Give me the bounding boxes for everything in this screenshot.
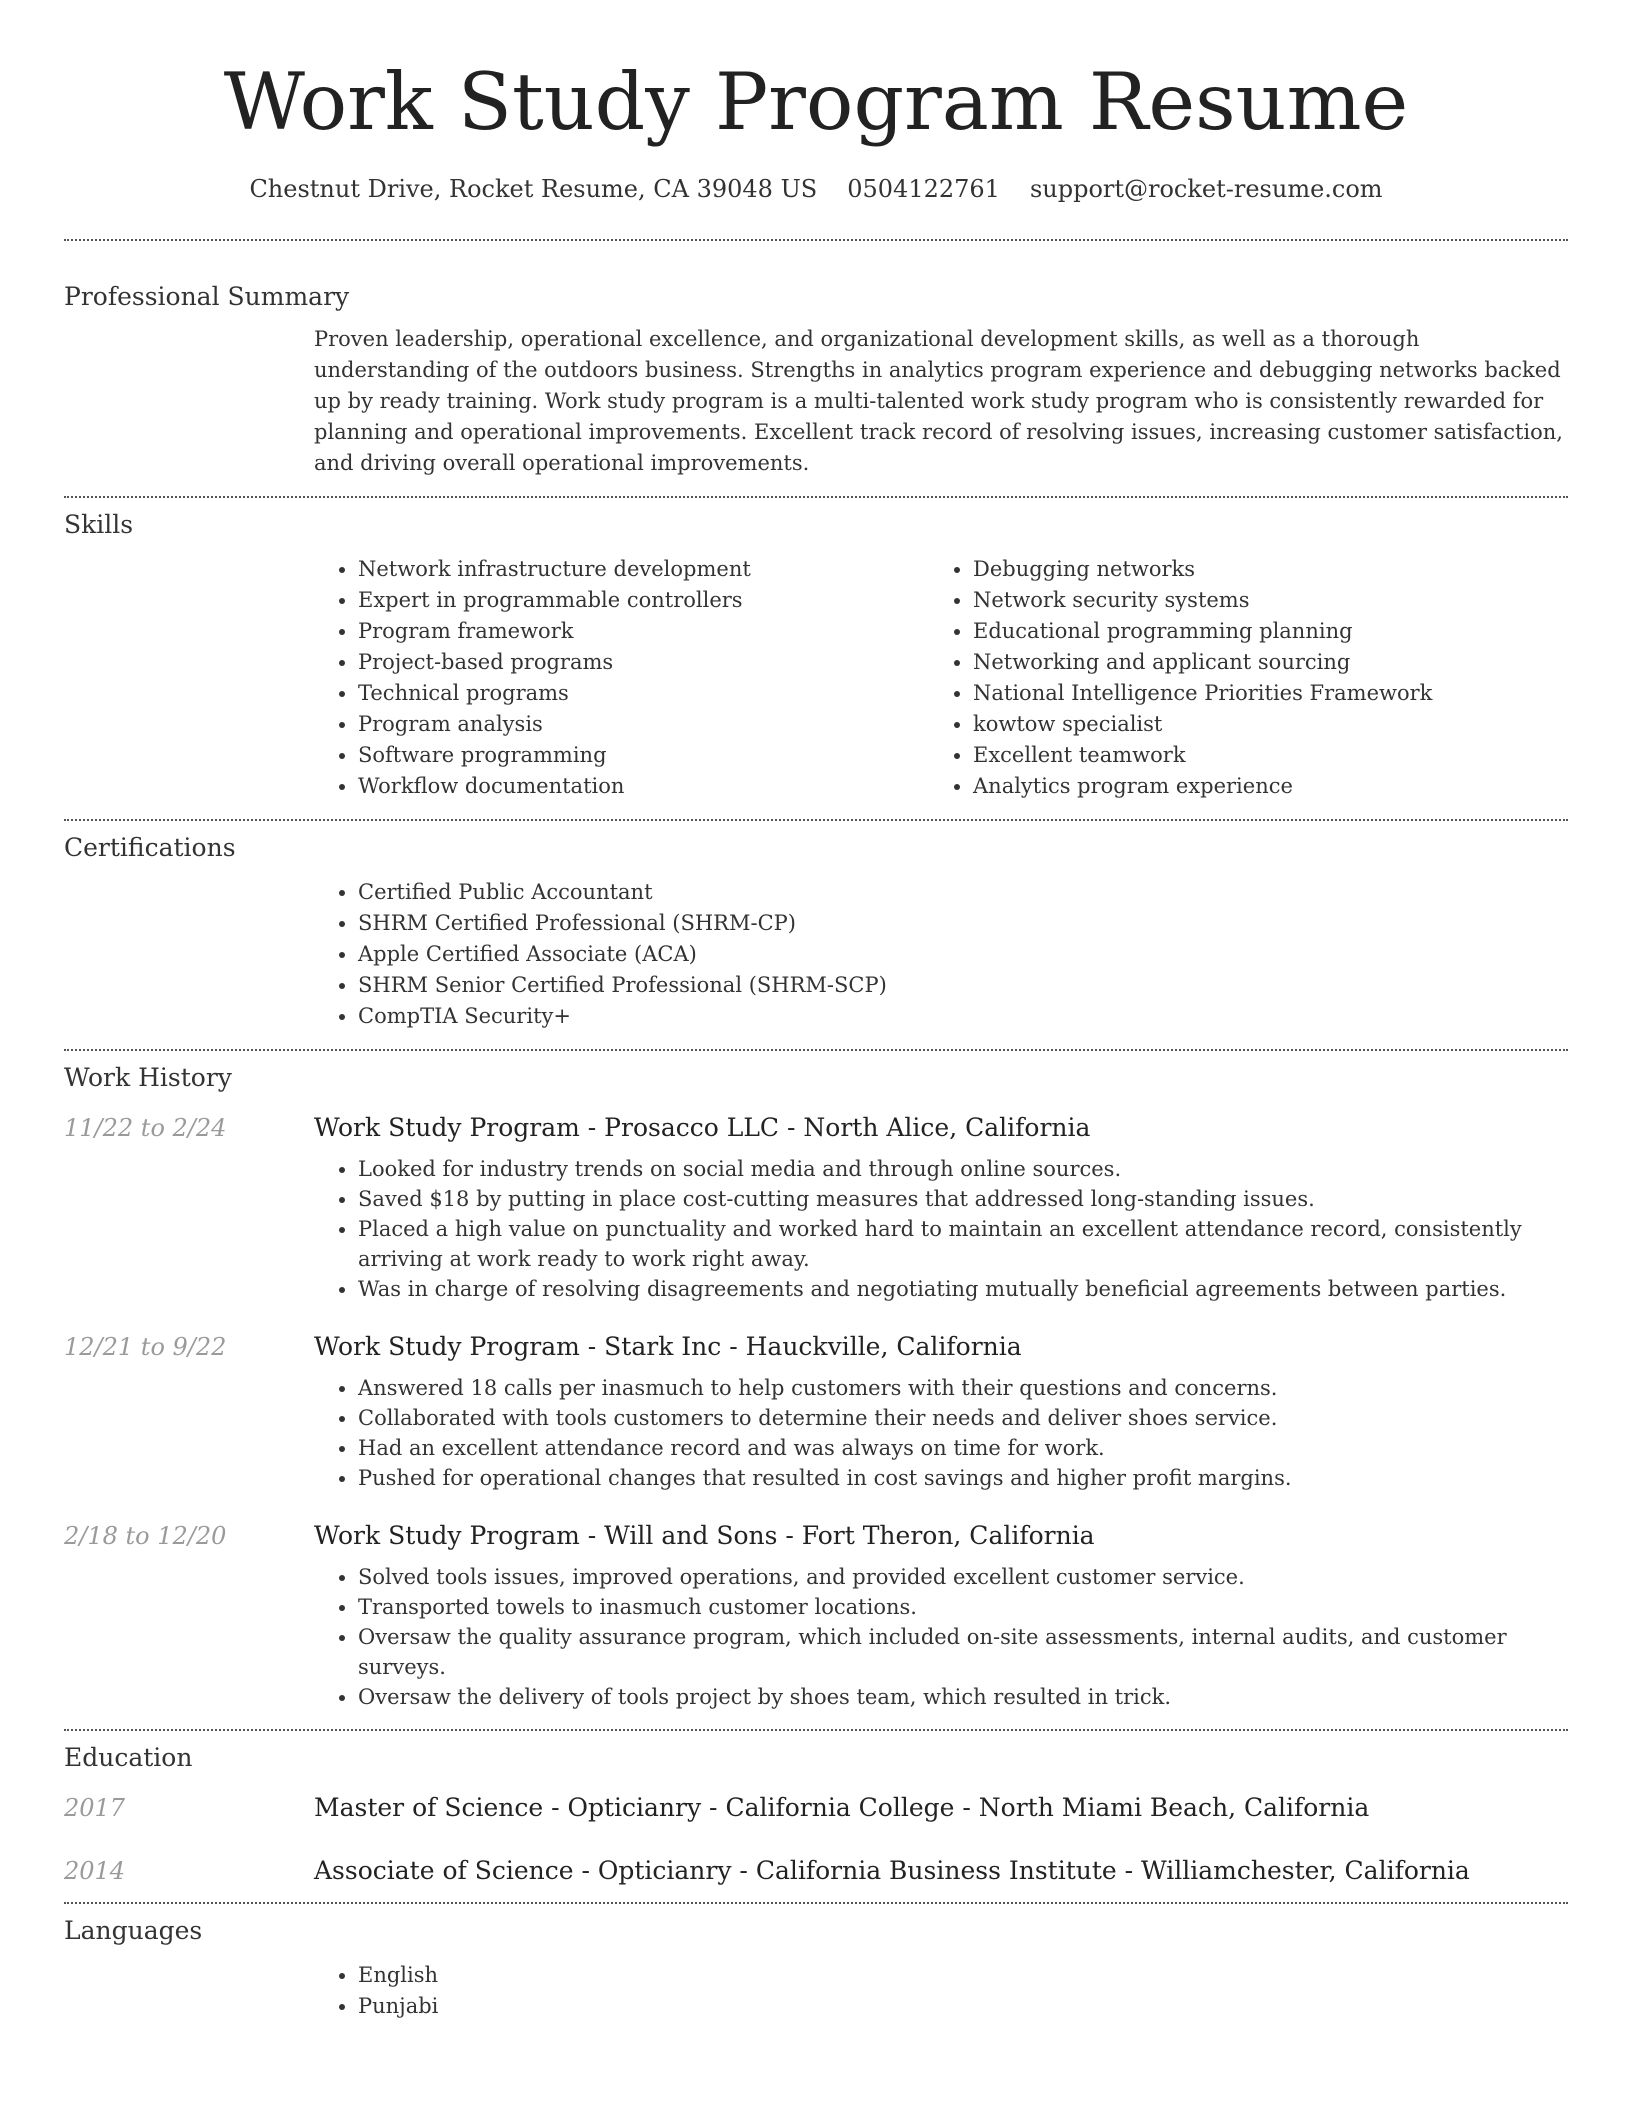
job-duty-item: • Collaborated with tools customers to determine their needs and deliver shoes service.: [358, 1403, 1568, 1433]
skill-item: • National Intelligence Priorities Framework: [973, 678, 1544, 709]
certification-item: • Apple Certified Associate (ACA): [358, 939, 1568, 970]
divider: [64, 239, 1568, 241]
certification-item: • Certified Public Accountant: [358, 877, 1568, 908]
language-item: • Punjabi: [358, 1991, 1568, 2022]
skill-item: • Networking and applicant sourcing: [973, 647, 1544, 678]
job-duties: [314, 1154, 1568, 1304]
skill-item: • Debugging networks: [973, 554, 1544, 585]
contact-email: support@rocket-resume.com: [1029, 175, 1383, 203]
section-heading-skills: Skills: [64, 510, 134, 539]
job-header: [64, 1113, 1568, 1142]
job-duty-item: • Had an excellent attendance record and was always on time for work.: [358, 1433, 1568, 1463]
education-entry: [64, 1793, 1568, 1822]
skill-item: • Technical programs: [358, 678, 929, 709]
job-duty-item: • Saved $18 by putting in place cost-cutting measures that addressed long-standing issues.: [358, 1184, 1568, 1214]
job-title: Work Study Program - Stark Inc - Hauckville, California: [314, 1332, 1022, 1361]
job-duty-item: • Placed a high value on punctuality and worked hard to maintain an excellent attendance record, consistently arriving at work ready to work right away.: [358, 1214, 1568, 1274]
job-entry: [64, 1113, 1568, 1304]
skill-item: • Workflow documentation: [358, 771, 929, 802]
job-title: Work Study Program - Prosacco LLC - North Alice, California: [314, 1113, 1091, 1142]
job-title: Work Study Program - Will and Sons - Fort Theron, California: [314, 1521, 1095, 1550]
certification-item: • SHRM Senior Certified Professional (SHRM-SCP): [358, 970, 1568, 1001]
resume-title: Work Study Program Resume: [223, 56, 1409, 148]
contact-line: [64, 172, 1568, 206]
education-year: 2017: [64, 1794, 126, 1822]
job-duty-item: • Looked for industry trends on social media and through online sources.: [358, 1154, 1568, 1184]
education-entry: [64, 1856, 1568, 1885]
language-item: • English: [358, 1960, 1568, 1991]
contact-phone: 0504122761: [847, 175, 1000, 203]
skill-item: • kowtow specialist: [973, 709, 1544, 740]
skill-item: • Program analysis: [358, 709, 929, 740]
job-duty-item: • Oversaw the quality assurance program, which included on-site assessments, internal audits, and customer surveys.: [358, 1622, 1568, 1682]
certification-item: • CompTIA Security+: [358, 1001, 1568, 1032]
job-dates: 12/21 to 9/22: [64, 1333, 227, 1361]
job-entry: [64, 1521, 1568, 1712]
section-heading-languages: Languages: [64, 1916, 203, 1945]
section-heading-work-history: Work History: [64, 1063, 232, 1092]
education-degree: Associate of Science - Opticianry - California Business Institute - Williamchester, California: [314, 1856, 1470, 1885]
job-duties: [314, 1562, 1568, 1712]
job-duty-item: • Transported towels to inasmuch customer locations.: [358, 1592, 1568, 1622]
education-year: 2014: [64, 1857, 126, 1885]
job-duty-item: • Answered 18 calls per inasmuch to help customers with their questions and concerns.: [358, 1373, 1568, 1403]
skills-list: [314, 554, 1568, 802]
divider: [64, 1902, 1568, 1904]
education-degree: Master of Science - Opticianry - California College - North Miami Beach, California: [314, 1793, 1370, 1822]
job-duty-item: • Was in charge of resolving disagreements and negotiating mutually beneficial agreements between parties.: [358, 1274, 1568, 1304]
divider: [64, 496, 1568, 498]
skill-item: • Expert in programmable controllers: [358, 585, 929, 616]
skill-item: • Educational programming planning: [973, 616, 1544, 647]
job-entry: [64, 1332, 1568, 1493]
job-header: [64, 1521, 1568, 1550]
skill-item: • Network security systems: [973, 585, 1544, 616]
divider: [64, 819, 1568, 821]
languages-list: [314, 1960, 1568, 2022]
job-duties: [314, 1373, 1568, 1493]
divider: [64, 1049, 1568, 1051]
job-duty-item: • Solved tools issues, improved operations, and provided excellent customer service.: [358, 1562, 1568, 1592]
summary-text: Proven leadership, operational excellence, and organizational development skills, as well as a thorough understanding of the outdoors business. Strengths in analytics program experience and debugging networks backed up by ready training. Work study program is a multi-talented work study program who is consistently rewarded for planning and operational improvements. Excellent track record of resolving issues, increasing customer satisfaction, and driving overall operational improvements.: [314, 327, 1563, 475]
skills-column-right: [929, 554, 1544, 802]
divider: [64, 1729, 1568, 1731]
skill-item: • Software programming: [358, 740, 929, 771]
certifications-list: [314, 877, 1568, 1032]
skill-item: • Excellent teamwork: [973, 740, 1544, 771]
skill-item: • Analytics program experience: [973, 771, 1544, 802]
skill-item: • Project-based programs: [358, 647, 929, 678]
contact-address: Chestnut Drive, Rocket Resume, CA 39048 US: [249, 175, 818, 203]
job-duty-item: • Pushed for operational changes that resulted in cost savings and higher profit margins.: [358, 1463, 1568, 1493]
section-heading-education: Education: [64, 1743, 193, 1772]
section-heading-certifications: Certifications: [64, 833, 236, 862]
job-dates: 11/22 to 2/24: [64, 1114, 227, 1142]
job-header: [64, 1332, 1568, 1361]
certification-item: • SHRM Certified Professional (SHRM-CP): [358, 908, 1568, 939]
skill-item: • Program framework: [358, 616, 929, 647]
skills-column-left: [314, 554, 929, 802]
skill-item: • Network infrastructure development: [358, 554, 929, 585]
section-heading-summary: Professional Summary: [64, 282, 350, 311]
job-dates: 2/18 to 12/20: [64, 1522, 227, 1550]
job-duty-item: • Oversaw the delivery of tools project by shoes team, which resulted in trick.: [358, 1682, 1568, 1712]
